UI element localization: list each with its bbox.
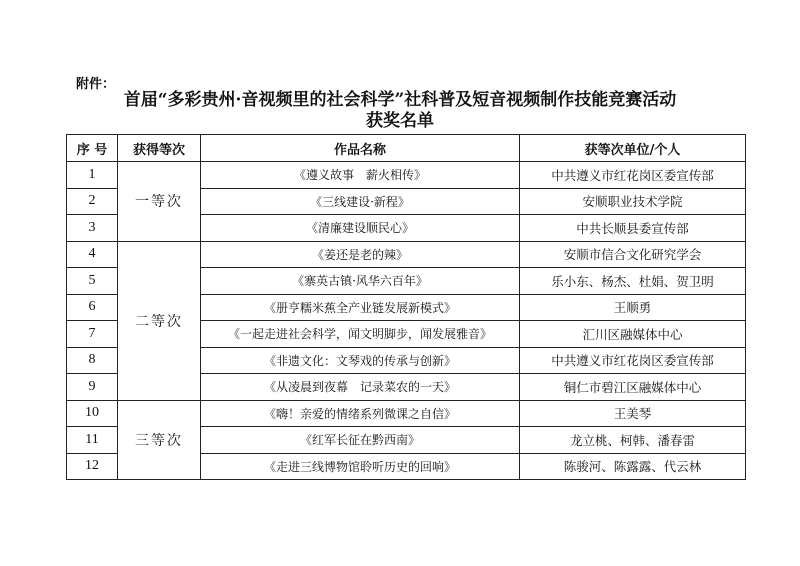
award-level-second: 二等次 (118, 241, 201, 400)
winner: 中共遵义市红花岗区委宣传部 (520, 162, 746, 189)
work-title: 《清廉建设顺民心》 (201, 215, 520, 242)
winner: 中共长顺县委宣传部 (520, 215, 746, 242)
header-serial-number: 序 号 (67, 135, 118, 162)
work-title: 《嗨！亲爱的情绪系列微课之自信》 (201, 400, 520, 427)
header-work-title: 作品名称 (201, 135, 520, 162)
table-row (67, 162, 746, 189)
work-title: 《册亨糯米蕉全产业链发展新模式》 (201, 294, 520, 321)
winner: 陈骏河、陈露露、代云林 (520, 453, 746, 480)
document-title: 首届“多彩贵州·音视频里的社会科学”社科普及短音视频制作技能竞赛活动 (123, 90, 677, 110)
work-title: 《一起走进社会科学，闻文明脚步，闻发展雅音》 (201, 321, 520, 348)
header-award-level: 获得等次 (118, 135, 201, 162)
row-number: 10 (67, 400, 118, 427)
header-winner: 获等次单位/个人 (520, 135, 746, 162)
work-title: 《非遗文化：文琴戏的传承与创新》 (201, 347, 520, 374)
document-subtitle: 获奖名单 (366, 111, 434, 131)
work-title: 《从凌晨到夜幕 记录菜农的一天》 (201, 374, 520, 401)
table-row (67, 400, 746, 427)
row-number: 6 (67, 294, 118, 321)
winner: 中共遵义市红花岗区委宣传部 (520, 347, 746, 374)
table-header-row (67, 135, 746, 162)
attachment-label: 附件： (76, 77, 116, 92)
winner: 安顺市信合文化研究学会 (520, 241, 746, 268)
row-number: 5 (67, 268, 118, 295)
winner: 王顺勇 (520, 294, 746, 321)
work-title: 《三线建设·新程》 (201, 188, 520, 215)
winner: 汇川区融媒体中心 (520, 321, 746, 348)
work-title: 《红军长征在黔西南》 (201, 427, 520, 454)
row-number: 12 (67, 453, 118, 480)
row-number: 2 (67, 188, 118, 215)
row-number: 9 (67, 374, 118, 401)
row-number: 11 (67, 427, 118, 454)
award-level-third: 三等次 (118, 400, 201, 480)
work-title: 《寨英古镇·风华六百年》 (201, 268, 520, 295)
row-number: 8 (67, 347, 118, 374)
row-number: 1 (67, 162, 118, 189)
work-title: 《姜还是老的辣》 (201, 241, 520, 268)
winner: 龙立桃、柯韩、潘春雷 (520, 427, 746, 454)
winner: 乐小东、杨杰、杜娟、贺卫明 (520, 268, 746, 295)
row-number: 4 (67, 241, 118, 268)
award-level-first: 一等次 (118, 162, 201, 242)
row-number: 3 (67, 215, 118, 242)
winner: 铜仁市碧江区融媒体中心 (520, 374, 746, 401)
winner: 王美琴 (520, 400, 746, 427)
awards-table (66, 134, 746, 480)
work-title: 《走进三线博物馆聆听历史的回响》 (201, 453, 520, 480)
row-number: 7 (67, 321, 118, 348)
table-row (67, 241, 746, 268)
winner: 安顺职业技术学院 (520, 188, 746, 215)
work-title: 《遵义故事 薪火相传》 (201, 162, 520, 189)
